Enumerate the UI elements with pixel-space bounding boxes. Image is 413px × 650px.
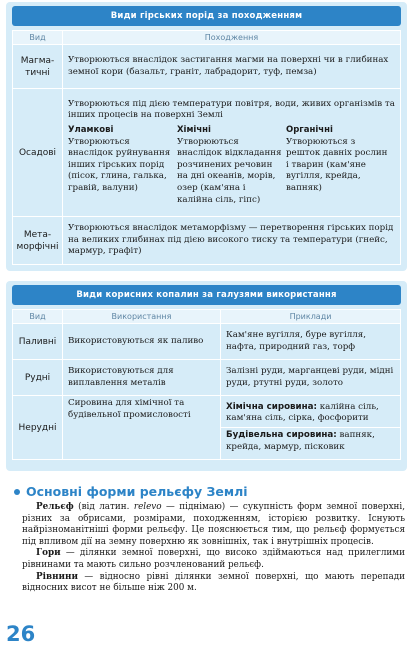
- rock-type-origin: [63, 89, 401, 217]
- subtype-text: Утворюються внаслідок руйнування інших гірських порід (пісок, глина, галька, гравій, валуни): [68, 136, 171, 193]
- col-header-use: Використання: [63, 310, 221, 324]
- rock-types-title: Види гірських порід за походженням: [12, 6, 401, 26]
- sedimentary-intro: Утворюються під дією температури повітря, води, живих організмів та інших процесів на поверхні Землі: [68, 98, 395, 121]
- bullet-icon: [14, 489, 20, 495]
- minerals-panel: [6, 281, 407, 471]
- mineral-use: Сировина для хімічної та будівельної промисловості: [63, 396, 221, 460]
- mineral-examples: Кам'яне вугілля, буре вугілля, нафта, природний газ, торф: [221, 324, 401, 360]
- paragraph-plains: Рівнини — відносно рівні ділянки земної поверхні, що мають перепади відносних висот не більше ніж 200 м.: [22, 571, 405, 594]
- subtype-title: Уламкові: [68, 125, 114, 136]
- table-row: [13, 45, 401, 89]
- mineral-type-name: Нерудні: [13, 396, 63, 460]
- col-header-vid: Вид: [13, 31, 63, 45]
- rock-types-table: [12, 30, 401, 265]
- sedimentary-subtypes: [68, 125, 395, 206]
- chemical-raw-materials: Хімічна сировина: калійна сіль, кам'яна сіль, сірка, фосфорити: [226, 401, 379, 424]
- table-row: [13, 89, 401, 217]
- subtype-title: Органічні: [286, 125, 333, 136]
- mineral-type-name: Паливні: [13, 324, 63, 360]
- subtype-chemical: [177, 125, 286, 206]
- paragraph-mountains: Гори — ділянки земної поверхні, що високо здіймаються над прилеглими рівнинами та мають сильно розчленований рельєф.: [22, 548, 405, 570]
- section-body: [22, 502, 405, 595]
- paragraph-relief: Рельєф (від латин. relevo — піднімаю) — сукупність форм земної поверхні, різних за обрисами, розмірами, походженням, історією розвитку. Існують найрізноманітніші форми рельєфу. Це пояснюється тим, що рельєф формується під впливом дії на земну поверхню як зовнішніх, так і внутрішніх процесів.: [22, 502, 405, 547]
- mineral-use: Використовуються як паливо: [63, 324, 221, 360]
- subtype-text: Утворюються з решток давніх рослин і тварин (кам'яне вугілля, крейда, вапняк): [286, 136, 388, 193]
- building-raw-materials: Будівельна сировина: вапняк, крейда, мармур, пісковик: [221, 427, 400, 455]
- minerals-title: Види корисних копалин за галузями використання: [12, 285, 401, 305]
- mineral-examples: [221, 396, 401, 460]
- rock-type-name: Осадові: [13, 89, 63, 217]
- subtype-text: Утворюються внаслідок відкладання розчинених речовин на дні океанів, морів, озер (кам'яна і калійна сіль, гіпс): [177, 136, 282, 205]
- subtype-title: Хімічні: [177, 125, 211, 136]
- section-heading: Основні форми рельєфу Землі: [14, 484, 248, 499]
- rock-type-origin: Утворюються внаслідок застигання магми на поверхні чи в глибинах земної кори (базальт, граніт, лабрадорит, туф, пемза): [63, 45, 401, 89]
- col-header-examples: Приклади: [221, 310, 401, 324]
- table-row: [13, 360, 401, 396]
- rock-type-origin: Утворюються внаслідок метаморфізму — перетворення гірських порід на великих глибинах під дією високого тиску та температури (гнейс, мармур, графіт): [63, 217, 401, 265]
- table-row: [13, 324, 401, 360]
- subtype-organic: [286, 125, 395, 206]
- rock-type-name: Мета- морфічні: [13, 217, 63, 265]
- col-header-origin: Походження: [63, 31, 401, 45]
- mineral-type-name: Рудні: [13, 360, 63, 396]
- rock-type-name: Магма- тичні: [13, 45, 63, 89]
- subtype-clastic: [68, 125, 177, 206]
- mineral-examples: Залізні руди, марганцеві руди, мідні руди, ртутні руди, золото: [221, 360, 401, 396]
- table-row: [13, 396, 401, 460]
- minerals-table: [12, 309, 401, 460]
- page-number: 26: [6, 622, 36, 646]
- mineral-use: Використовуються для виплавлення металів: [63, 360, 221, 396]
- table-row: [13, 217, 401, 265]
- rock-types-panel: [6, 2, 407, 271]
- col-header-vid: Вид: [13, 310, 63, 324]
